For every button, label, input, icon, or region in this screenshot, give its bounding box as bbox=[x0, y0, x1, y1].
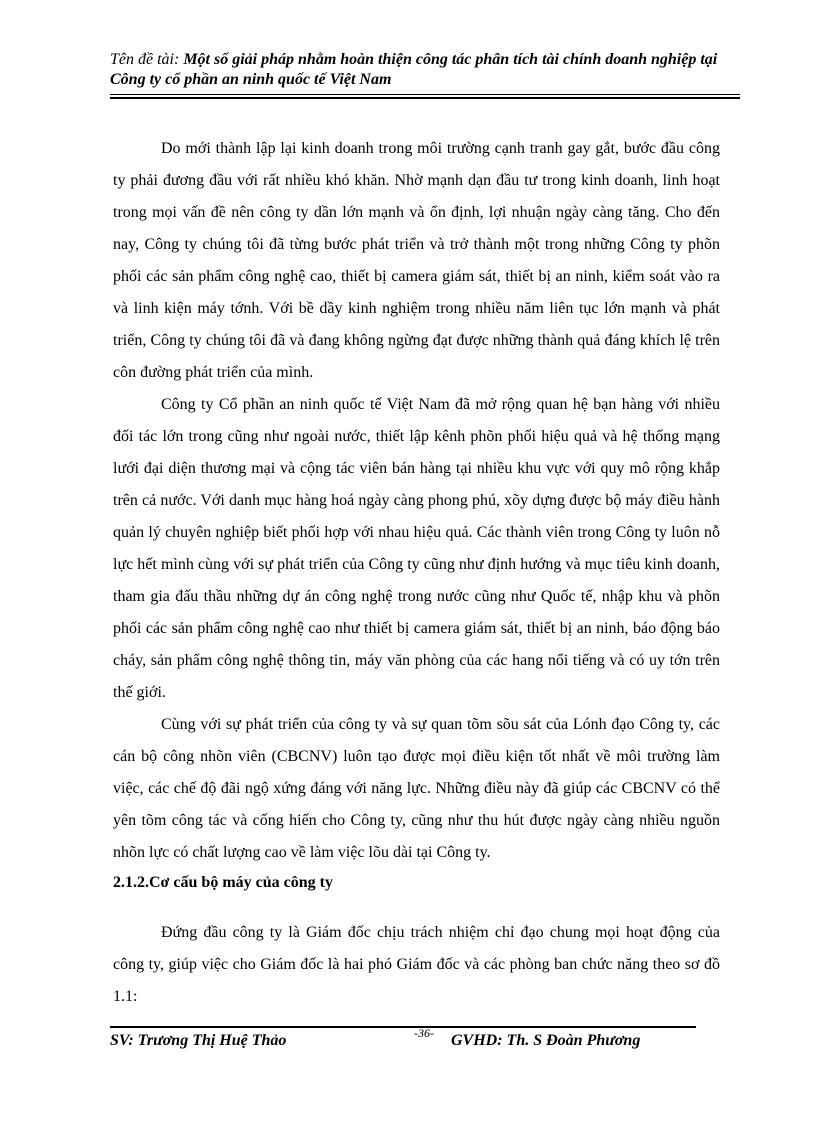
header-divider bbox=[110, 94, 740, 95]
header-divider-thick bbox=[110, 97, 740, 99]
section-heading: 2.1.2.Cơ cấu bộ máy của công ty bbox=[113, 874, 333, 891]
page-number: -36- bbox=[414, 1026, 434, 1040]
footer-advisor: GVHD: Th. S Đoàn Phương bbox=[451, 1032, 641, 1049]
paragraph: Đứng đầu công ty là Giám đốc chịu trách nhiệm chỉ đạo chung mọi hoạt động của công ty, giúp việc cho Giám đốc là hai phó Giám đốc và các phòng ban chức năng theo sơ đồ 1.1: bbox=[113, 924, 720, 1005]
paragraph: Cùng với sự phát triển của công ty và sự quan tõm sõu sát của Lónh đạo Công ty, các cán bộ công nhõn viên (CBCNV) luôn tạo được mọi điều kiện tốt nhất về môi trường làm việc, các chế độ đãi ngộ xứng đáng với năng lực. Những điều này đã giúp các CBCNV có thể yên tõm công tác và cống hiến cho Công ty, cũng như thu hút được ngày càng nhiều nguồn nhõn lực có chất lượng cao về làm việc lõu dài tại Công ty. bbox=[113, 716, 720, 861]
footer-divider bbox=[110, 1026, 696, 1028]
header-prefix: Tên đề tài: bbox=[110, 51, 180, 68]
paragraph: Do mới thành lập lại kinh doanh trong môi trường cạnh tranh gay gắt, bước đầu công ty phải đương đầu với rất nhiều khó khăn. Nhờ mạnh dạn đầu tư trong kinh doanh, linh hoạt trong mọi vấn đề nên công ty dần lớn mạnh và ổn định, lợi nhuận ngày càng tăng. Cho đến nay, Công ty chúng tôi đã từng bước phát triển và trở thành một trong những Công ty phõn phối các sản phẩm công nghệ cao, thiết bị camera giám sát, thiết bị an ninh, kiểm soát vào ra và linh kiện máy tớnh. Với bề dầy kinh nghiệm trong nhiều năm liên tục lớn mạnh và phát triển, Công ty chúng tôi đã và đang không ngừng đạt được những thành quả đáng khích lệ trên côn đường phát triển của mình. bbox=[113, 140, 720, 381]
document-body bbox=[113, 133, 720, 1013]
paragraph: Công ty Cổ phần an ninh quốc tế Việt Nam đã mở rộng quan hệ bạn hàng với nhiều đối tác lớn trong cũng như ngoài nước, thiết lập kênh phõn phối hiệu quả và hệ thống mạng lưới đại diện thương mại và cộng tác viên bán hàng tại nhiều khu vực với quy mô rộng khắp trên cả nước. Với danh mục hàng hoá ngày càng phong phú, xõy dựng được bộ máy điều hành quản lý chuyên nghiệp biết phối hợp với nhau hiệu quả. Các thành viên trong Công ty luôn nỗ lực hết mình cùng với sự phát triển của Công ty cũng như định hướng và mục tiêu kinh doanh, tham gia đấu thầu những dự án công nghệ trong nước cũng như Quốc tế, nhập khu và phõn phối các sản phẩm công nghệ cao như thiết bị camera giám sát, thiết bị an ninh, báo động báo cháy, sản phẩm công nghệ thông tin, máy văn phòng của các hang nổi tiếng và có uy tớn trên thế giới. bbox=[113, 396, 720, 701]
page-header bbox=[110, 50, 750, 90]
thesis-title: Một số giải pháp nhằm hoàn thiện công tác phân tích tài chính doanh nghiệp tại Công ty cổ phần an ninh quốc tế Việt Nam bbox=[110, 51, 718, 88]
footer-student: SV: Trương Thị Huệ Thảo bbox=[110, 1032, 287, 1049]
